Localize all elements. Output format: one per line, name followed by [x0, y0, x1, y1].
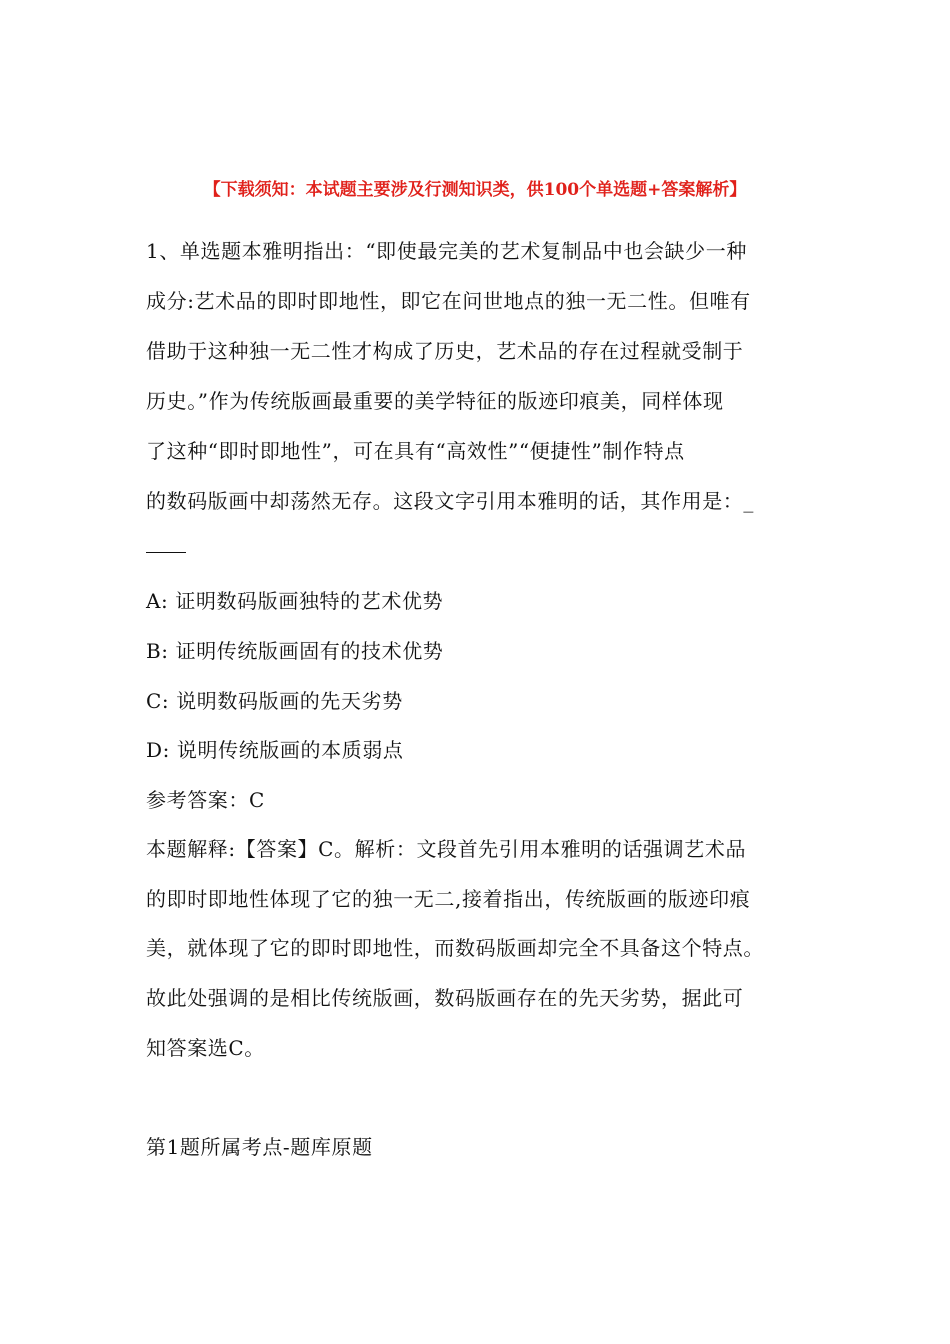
question-line: 1、单选题本雅明指出：“即使最完美的艺术复制品中也会缺少一种: [146, 239, 747, 263]
question-line: 历史。”作为传统版画最重要的美学特征的版迹印痕美，同样体现: [146, 389, 724, 413]
download-notice: 【下载须知：本试题主要涉及行测知识类，供100个单选题+答案解析】: [203, 180, 747, 200]
explanation-line: 美，就体现了它的即时即地性，而数码版画却完全不具备这个特点。: [146, 936, 764, 960]
explanation-line: 本题解释:【答案】C。解析：文段首先引用本雅明的话强调艺术品: [146, 837, 747, 861]
explanation-line: 故此处强调的是相比传统版画，数码版画存在的先天劣势，据此可: [146, 986, 744, 1010]
reference-answer: 参考答案：C: [146, 788, 265, 812]
option-a: A: 证明数码版画独特的艺术优势: [146, 589, 444, 613]
question-line: 成分:艺术品的即时即地性，即它在问世地点的独一无二性。但唯有: [146, 289, 751, 313]
question-line: 借助于这种独一无二性才构成了历史，艺术品的存在过程就受制于: [146, 339, 744, 363]
explanation-line: 知答案选C。: [146, 1036, 265, 1060]
option-d: D: 说明传统版画的本质弱点: [146, 738, 404, 762]
topic-label: 第1题所属考点-题库原题: [146, 1135, 373, 1159]
option-c: C: 说明数码版画的先天劣势: [146, 689, 403, 713]
answer-blank: [146, 552, 186, 553]
question-line: 了这种“即时即地性”，可在具有“高效性”“便捷性”制作特点: [146, 439, 685, 463]
question-line: 的数码版画中却荡然无存。这段文字引用本雅明的话，其作用是：_: [146, 489, 754, 513]
option-b: B: 证明传统版画固有的技术优势: [146, 639, 444, 663]
explanation-line: 的即时即地性体现了它的独一无二,接着指出，传统版画的版迹印痕: [146, 887, 751, 911]
